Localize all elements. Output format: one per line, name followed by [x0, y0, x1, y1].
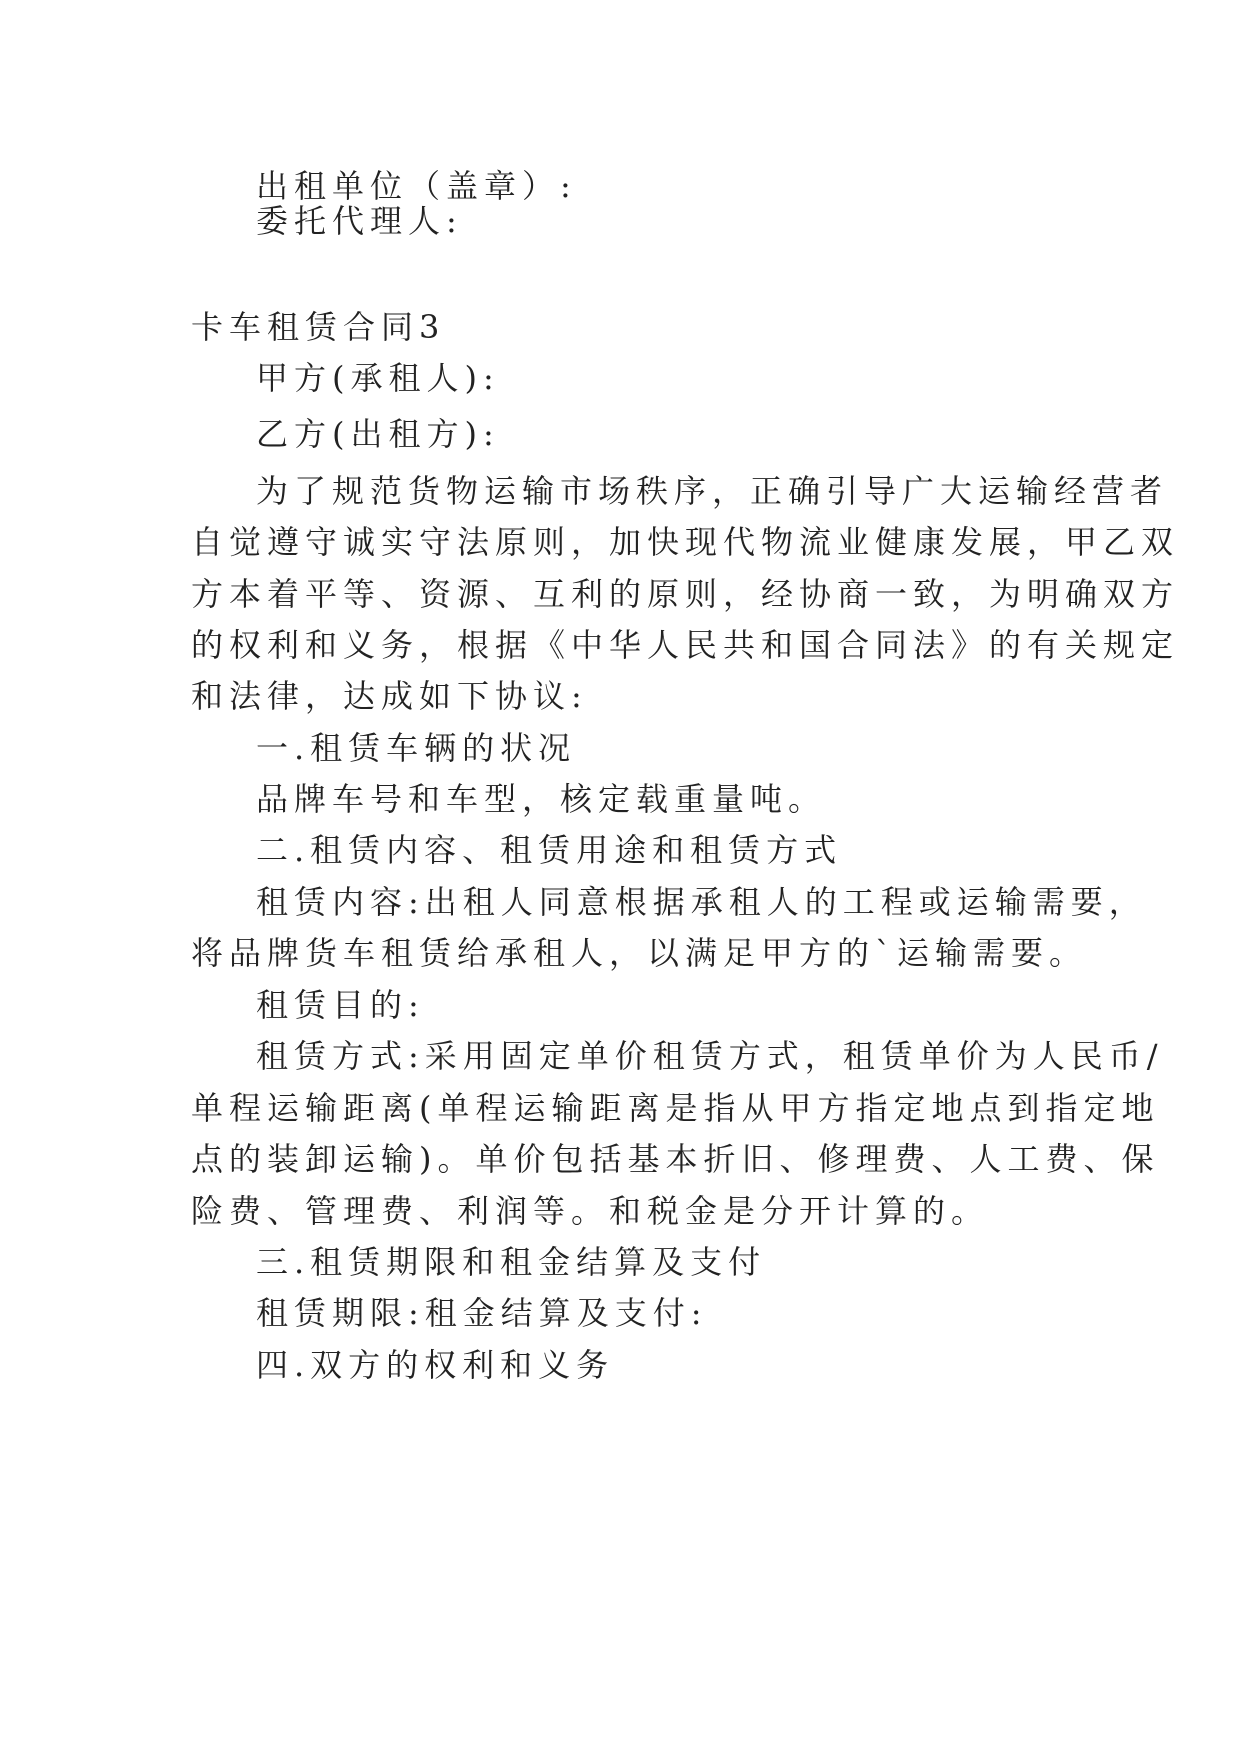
intro-line-3: 方本着平等、资源、互利的原则，经协商一致，为明确双方: [191, 575, 1180, 613]
section-4-heading: 四.双方的权利和义务: [256, 1346, 615, 1384]
intro-line-4: 的权利和义务，根据《中华人民共和国合同法》的有关规定: [191, 626, 1180, 664]
intro-line-1: 为了规范货物运输市场秩序，正确引导广大运输经营者: [256, 472, 1169, 510]
section-1-content: 品牌车号和车型，核定载重量吨。: [256, 780, 827, 818]
rental-method-line-1: 租赁方式:采用固定单价租赁方式，租赁单价为人民币/: [256, 1037, 1164, 1075]
rental-content-line-2: 将品牌货车租赁给承租人，以满足甲方的`运输需要。: [191, 934, 1088, 972]
rental-method-line-4: 险费、管理费、利润等。和税金是分开计算的。: [191, 1192, 990, 1230]
agent-line: 委托代理人:: [256, 202, 463, 240]
section-2-heading: 二.租赁内容、租赁用途和租赁方式: [256, 831, 843, 869]
rental-period-line: 租赁期限:租金结算及支付:: [256, 1294, 708, 1332]
rental-purpose-line: 租赁目的:: [256, 986, 425, 1024]
rental-method-line-2: 单程运输距离(单程运输距离是指从甲方指定地点到指定地: [191, 1089, 1160, 1127]
section-3-heading: 三.租赁期限和租金结算及支付: [256, 1243, 767, 1281]
lessor-seal-line: 出租单位（盖章）:: [256, 167, 577, 205]
party-a-line: 甲方(承租人):: [256, 359, 500, 397]
intro-line-2: 自觉遵守诚实守法原则，加快现代物流业健康发展，甲乙双: [191, 523, 1180, 561]
section-1-heading: 一.租赁车辆的状况: [256, 729, 577, 767]
intro-line-5: 和法律，达成如下协议:: [191, 677, 588, 715]
party-b-line: 乙方(出租方):: [256, 415, 500, 453]
contract-title: 卡车租赁合同3: [191, 308, 446, 346]
rental-method-line-3: 点的装卸运输)。单价包括基本折旧、修理费、人工费、保: [191, 1140, 1160, 1178]
rental-content-line-1: 租赁内容:出租人同意根据承租人的工程或运输需要，: [256, 883, 1147, 921]
